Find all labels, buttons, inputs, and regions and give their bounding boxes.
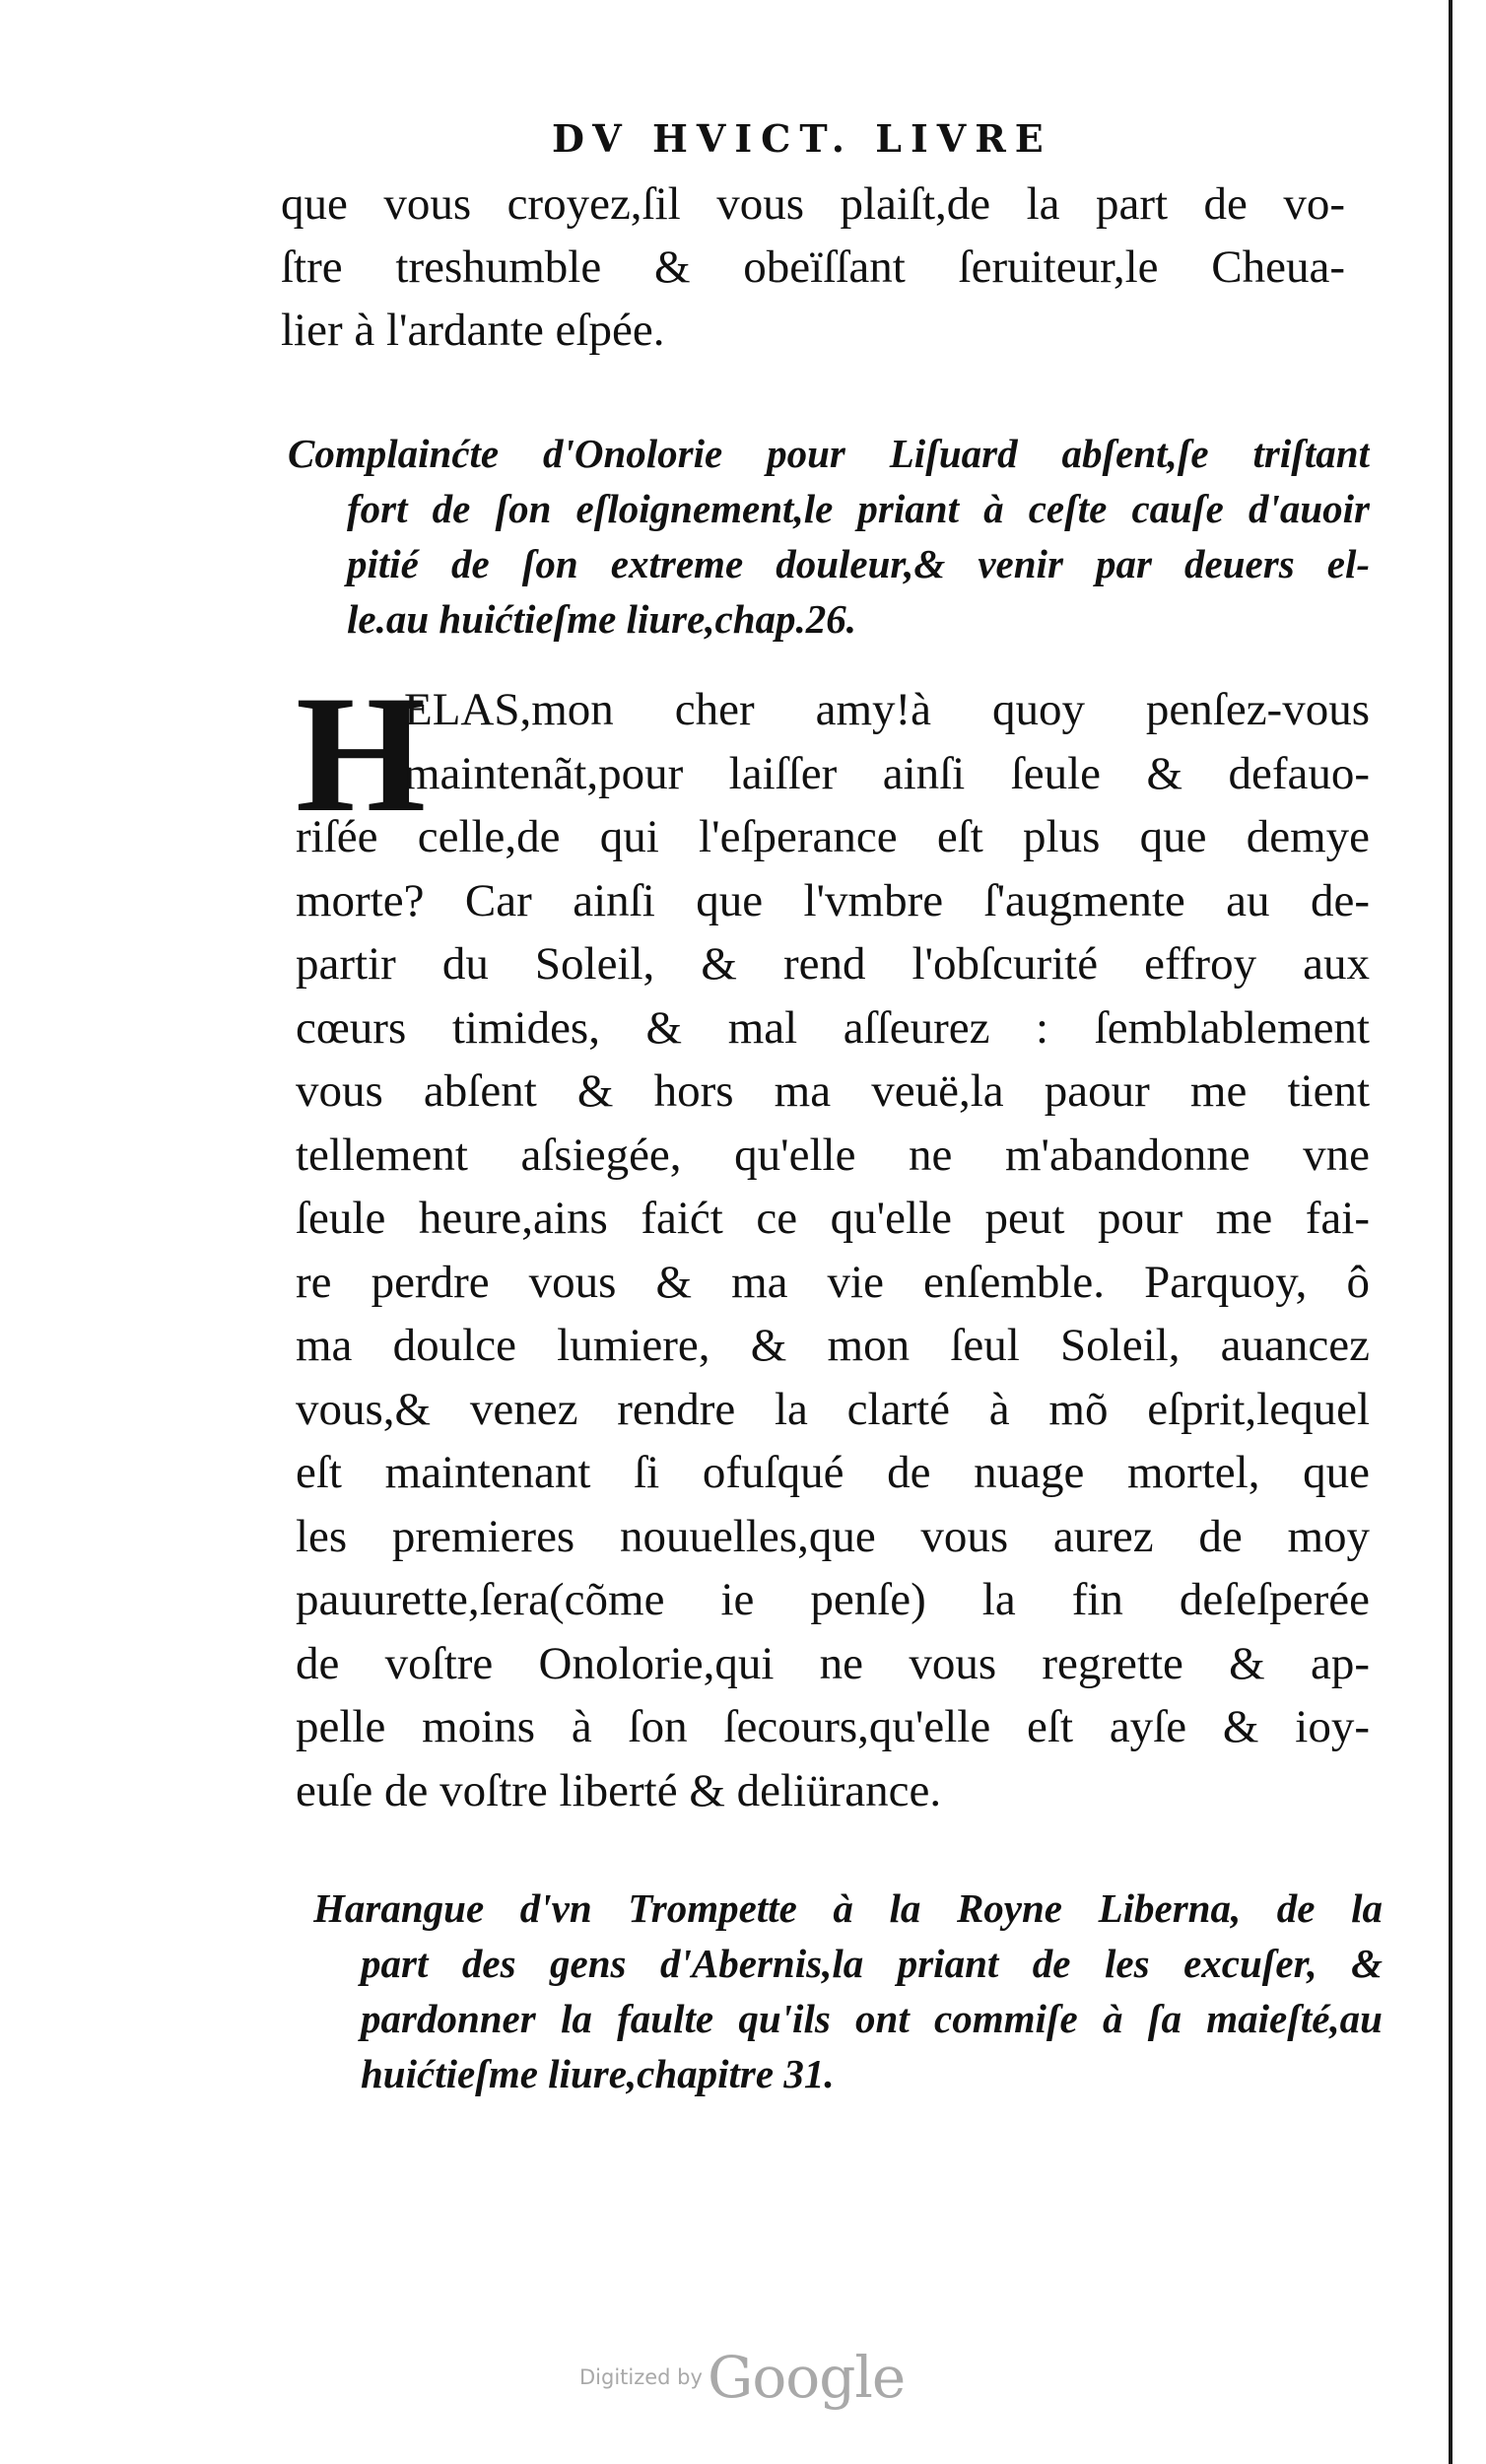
text-line: re perdre vous & ma vie enſemble. Parquoy, ô <box>296 1256 1370 1308</box>
text-line: ſtre treshumble & obeïſſant ſeruiteur,le Cheua- <box>281 241 1345 293</box>
text-line: ſeule heure,ains faićt ce qu'elle peut pour me fai- <box>296 1193 1370 1244</box>
running-head: DV HVICT. LIVRE <box>552 116 1052 161</box>
heading-line: Harangue d'vn Trompette à la Royne Liberna, de la <box>313 1885 1383 1931</box>
heading-line: huićtieſme liure,chapitre 31. <box>361 2051 835 2096</box>
text-line: cœurs timides, & mal aſſeurez : ſemblablement <box>296 1001 1370 1054</box>
text-line: partir du Soleil, & rend l'obſcurité effroy aux <box>296 938 1370 990</box>
text-line: vous abſent & hors ma veuë,la paour me tient <box>296 1065 1370 1117</box>
text-line: riſée celle,de qui l'eſperance eſt plus que demye <box>296 811 1370 862</box>
text-line: maintenãt,pour laiſſer ainſi ſeule & defauo- <box>404 747 1370 799</box>
text-line: euſe de voſtre liberté & deliürance. <box>296 1764 942 1816</box>
text-line: vous,& venez rendre la clarté à mõ eſprit,lequel <box>296 1383 1370 1435</box>
digitized-watermark <box>579 2344 905 2423</box>
drop-cap: H <box>296 661 427 847</box>
heading-line: pitié de ſon extreme douleur,& venir par deuers el- <box>347 541 1370 586</box>
continuation-paragraph <box>281 172 1345 362</box>
text-line: que vous croyez,ſil vous plaiſt,de la part de vo- <box>281 178 1345 230</box>
text-line: les premieres nouuelles,que vous aurez de moy <box>296 1510 1370 1562</box>
body-paragraph <box>296 661 1370 1822</box>
google-logo: Google <box>708 2344 906 2411</box>
text-line: eſt maintenant ſi ofuſqué de nuage mortel, que <box>296 1447 1370 1498</box>
text-line: ma doulce lumiere, & mon ſeul Soleil, auancez <box>296 1320 1370 1371</box>
heading-line: Complainćte d'Onolorie pour Liſuard abſent,ſe triſtant <box>288 431 1370 476</box>
text-line: morte? Car ainſi que l'vmbre ſ'augmente au de- <box>296 874 1370 926</box>
text-line: tellement aſsiegée, qu'elle ne m'abandonne vne <box>296 1129 1370 1181</box>
page-edge <box>1449 0 1452 2464</box>
text-line: pauurette,ſera(cõme ie penſe) la fin deſeſperée <box>296 1574 1370 1625</box>
heading-line: fort de ſon eſloignement,le priant à ceſte cauſe d'auoir <box>347 486 1370 531</box>
heading-line: pardonner la faulte qu'ils ont commiſe à ſa maieſté,au <box>361 1996 1383 2041</box>
watermark-caption: Digitized by <box>579 2365 703 2389</box>
section-heading-harangue <box>313 1881 1383 2101</box>
text-line: lier à l'ardante eſpée. <box>281 305 665 356</box>
text-line: de voſtre Onolorie,qui ne vous regrette & ap- <box>296 1637 1370 1689</box>
heading-line: part des gens d'Abernis,la priant de les excuſer, & <box>361 1941 1383 1986</box>
text-line: ELAS,mon cher amy!à quoy penſez-vous <box>404 684 1370 735</box>
section-heading-complainte <box>288 426 1370 647</box>
heading-line: le.au huićtieſme liure,chap.26. <box>347 596 857 642</box>
text-line: pelle moins à ſon ſecours,qu'elle eſt ayſe & ioy- <box>296 1701 1370 1752</box>
